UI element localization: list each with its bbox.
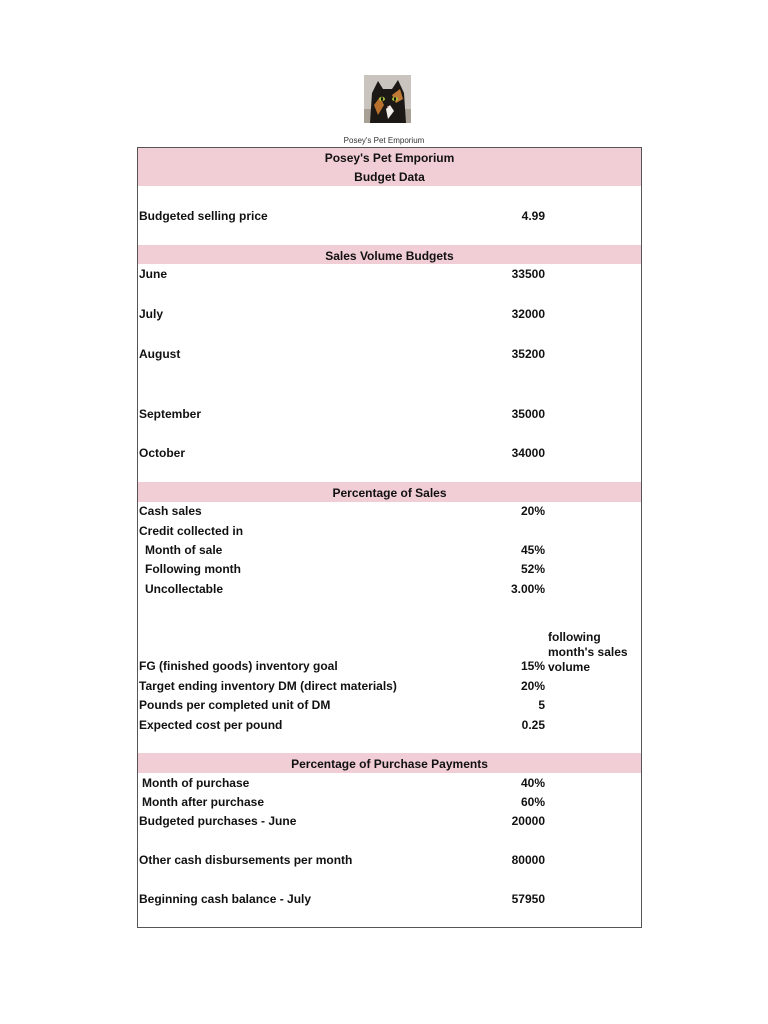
sheet-subtitle: Budget Data [354,170,425,184]
sales-volume-heading: Sales Volume Budgets [325,249,454,263]
month-of-purchase-label: Month of purchase [142,776,250,790]
other-cash-label: Other cash disbursements per month [139,853,353,867]
cash-sales-label: Cash sales [139,504,202,518]
fg-note: following month's sales volume [548,630,628,674]
month-after-purchase-label: Month after purchase [142,795,265,809]
month-of-sale-value: 45% [520,543,545,557]
sheet-title: Posey's Pet Emporium [324,151,455,165]
budgeted-price-label: Budgeted selling price [139,209,268,223]
month-of-sale-label: Month of sale [145,543,223,557]
cost-per-pound-value: 0.25 [521,718,545,732]
pct-sales-heading: Percentage of Sales [332,486,447,500]
sales-month-value: 35200 [511,347,545,361]
following-month-value: 52% [520,562,545,576]
pounds-per-unit-label: Pounds per completed unit of DM [139,698,331,712]
sales-month-label: June [139,267,168,281]
budgeted-purchases-value: 20000 [511,814,545,828]
logo-caption: Posey's Pet Emporium [343,136,425,145]
dm-inventory-label: Target ending inventory DM (direct materials) [139,679,397,693]
dm-inventory-value: 20% [520,679,545,693]
budgeted-price-value: 4.99 [521,209,545,223]
uncollectable-value: 3.00% [510,582,545,596]
cat-photo-icon [364,75,411,123]
sales-month-label: September [139,407,202,421]
sales-month-value: 33500 [511,267,545,281]
sales-month-value: 32000 [511,307,545,321]
following-month-label: Following month [145,562,241,576]
sales-month-value: 35000 [511,407,545,421]
uncollectable-label: Uncollectable [145,582,224,596]
other-cash-value: 80000 [511,853,545,867]
sales-month-label: July [139,307,164,321]
budgeted-purchases-label: Budgeted purchases - June [139,814,297,828]
cash-sales-value: 20% [520,504,545,518]
budget-sheet [137,147,642,928]
fg-inventory-label: FG (finished goods) inventory goal [139,659,338,673]
purchase-heading: Percentage of Purchase Payments [291,757,488,771]
beginning-cash-value: 57950 [511,892,545,906]
sales-month-label: October [139,446,186,460]
sales-month-label: August [139,347,181,361]
month-of-purchase-value: 40% [520,776,545,790]
pounds-per-unit-value: 5 [538,698,545,712]
beginning-cash-label: Beginning cash balance - July [139,892,312,906]
month-after-purchase-value: 60% [520,795,545,809]
credit-collected-label: Credit collected in [139,524,244,538]
cost-per-pound-label: Expected cost per pound [139,718,283,732]
fg-inventory-value: 15% [520,659,545,673]
sales-month-value: 34000 [511,446,545,460]
